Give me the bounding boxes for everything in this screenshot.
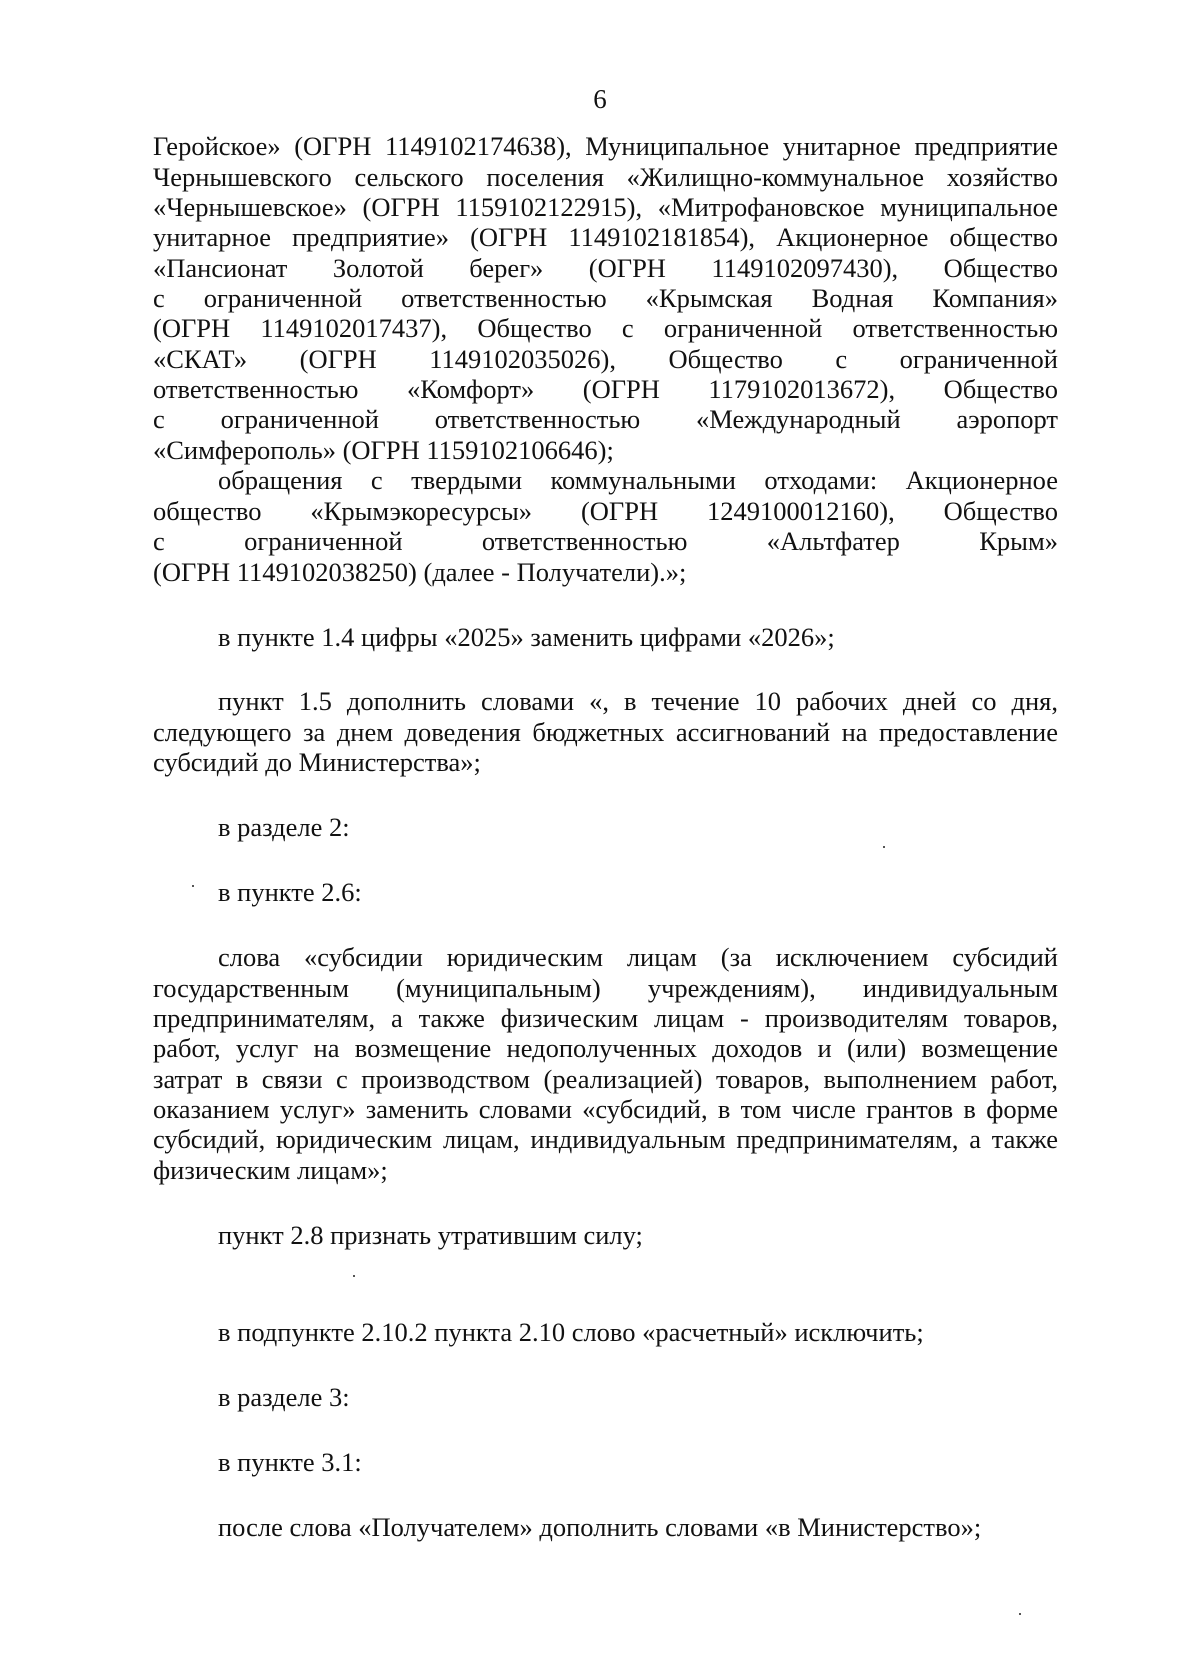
- text-line: Геройское» (ОГРН 1149102174638), Муниципальное унитарное предприятие: [153, 131, 1058, 161]
- text-line: после слова «Получателем» дополнить словами «в Министерство»;: [218, 1512, 982, 1542]
- text-line: в подпункте 2.10.2 пункта 2.10 слово «расчетный» исключить;: [218, 1317, 924, 1347]
- text-line: обращения с твердыми коммунальными отходами: Акционерное: [218, 465, 1058, 495]
- text-line: Чернышевского сельского поселения «Жилищно-коммунальное хозяйство: [153, 162, 1058, 192]
- text-line: пункт 1.5 дополнить словами «, в течение 10 рабочих дней со дня,: [218, 686, 1058, 716]
- text-line: государственным (муниципальным) учреждениям), индивидуальным: [153, 973, 1058, 1003]
- scan-speck: [353, 1275, 355, 1277]
- text-line: ответственностью «Комфорт» (ОГРН 1179102013672), Общество: [153, 374, 1058, 404]
- text-line: «Чернышевское» (ОГРН 1159102122915), «Митрофановское муниципальное: [153, 192, 1058, 222]
- text-line: с ограниченной ответственностью «Крымская Водная Компания»: [153, 283, 1058, 313]
- text-line: предпринимателям, а также физическим лицам - производителям товаров,: [153, 1003, 1058, 1033]
- text-line: (ОГРН 1149102017437), Общество с ограниченной ответственностью: [153, 313, 1058, 343]
- text-line: работ, услуг на возмещение недополученных доходов и (или) возмещение: [153, 1033, 1058, 1063]
- text-line: в пункте 3.1:: [218, 1447, 362, 1477]
- text-line: субсидий, юридическим лицам, индивидуальным предпринимателям, а также: [153, 1124, 1058, 1154]
- page-number: 6: [593, 84, 607, 114]
- scan-speck: [1019, 1613, 1021, 1615]
- text-line: в разделе 3:: [218, 1382, 350, 1412]
- text-line: (ОГРН 1149102038250) (далее - Получатели).»;: [153, 557, 687, 587]
- text-line: пункт 2.8 признать утратившим силу;: [218, 1220, 643, 1250]
- text-line: в разделе 2:: [218, 812, 350, 842]
- text-line: в пункте 1.4 цифры «2025» заменить цифрами «2026»;: [218, 622, 835, 652]
- text-line: общество «Крымэкоресурсы» (ОГРН 1249100012160), Общество: [153, 496, 1058, 526]
- text-line: физическим лицам»;: [153, 1155, 388, 1185]
- text-line: оказанием услуг» заменить словами «субсидий, в том числе грантов в форме: [153, 1094, 1058, 1124]
- text-line: затрат в связи с производством (реализацией) товаров, выполнением работ,: [153, 1064, 1058, 1094]
- text-line: «Пансионат Золотой берег» (ОГРН 1149102097430), Общество: [153, 253, 1058, 283]
- text-line: с ограниченной ответственностью «Международный аэропорт: [153, 404, 1058, 434]
- text-line: унитарное предприятие» (ОГРН 1149102181854), Акционерное общество: [153, 222, 1058, 252]
- text-line: в пункте 2.6:: [218, 877, 362, 907]
- text-line: «Симферополь» (ОГРН 1159102106646);: [153, 435, 614, 465]
- text-line: субсидий до Министерства»;: [153, 747, 481, 777]
- text-line: слова «субсидии юридическим лицам (за исключением субсидий: [218, 942, 1058, 972]
- text-line: следующего за днем доведения бюджетных ассигнований на предоставление: [153, 717, 1058, 747]
- text-line: «СКАТ» (ОГРН 1149102035026), Общество с ограниченной: [153, 344, 1058, 374]
- text-line: с ограниченной ответственностью «Альтфатер Крым»: [153, 526, 1058, 556]
- scan-speck: [883, 846, 885, 848]
- scan-speck: [192, 885, 194, 887]
